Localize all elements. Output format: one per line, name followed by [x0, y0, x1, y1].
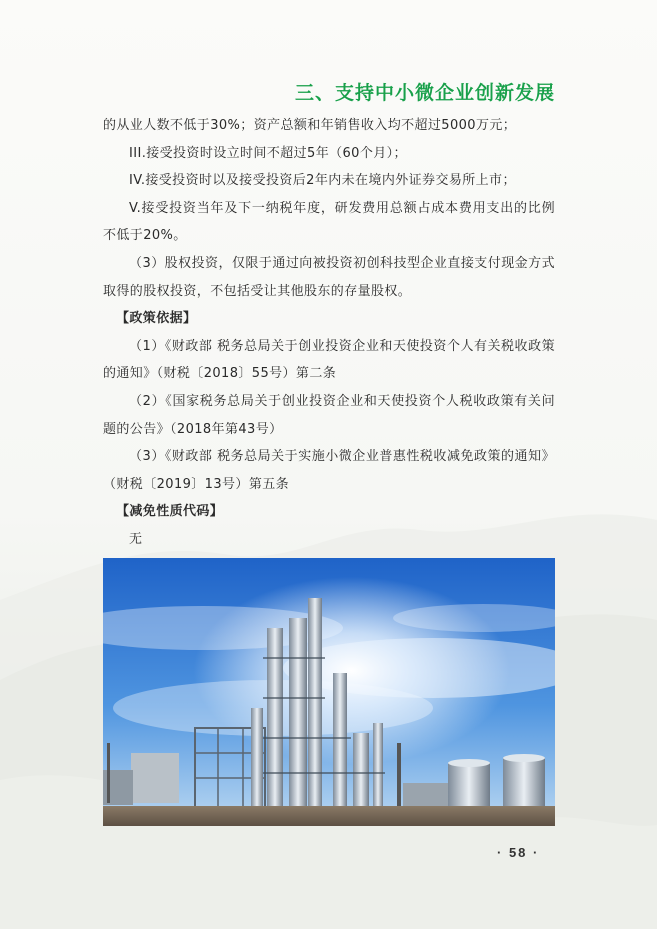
exemption-code-heading: 【减免性质代码】: [116, 504, 224, 520]
criterion-iv: IV.接受投资时以及接受投资后2年内未在境内外证券交易所上市；: [129, 173, 516, 189]
policy-basis-heading: 【政策依据】: [116, 311, 197, 327]
equity-investment-clause: （3）股权投资，仅限于通过向被投资初创科技型企业直接支付现金方式取得的股权投资，不包括受让其他股东的存量股权。: [103, 255, 555, 299]
paragraph-continuation: 的从业人数不低于30%；资产总额和年销售收入均不超过5000万元；: [103, 118, 517, 133]
exemption-code-value: 无: [129, 531, 143, 547]
criterion-iii: III.接受投资时设立时间不超过5年（60个月）；: [129, 145, 407, 161]
policy-reference-1: （1）《财政部 税务总局关于创业投资企业和天使投资个人有关税收政策的通知》（财税〔2018〕55号）第二条: [103, 338, 555, 382]
page-number: · 58 ·: [497, 845, 540, 860]
criterion-v: V.接受投资当年及下一纳税年度，研发费用总额占成本费用支出的比例不低于20%。: [103, 200, 555, 244]
policy-reference-2: （2）《国家税务总局关于创业投资企业和天使投资个人税收政策有关问题的公告》（2018年第43号）: [103, 393, 555, 437]
section-title: 三、支持中小微企业创新发展: [294, 82, 555, 104]
industrial-plant-photo: [103, 558, 555, 826]
body-text: [103, 112, 555, 554]
policy-reference-3: （3）《财政部 税务总局关于实施小微企业普惠性税收减免政策的通知》（财税〔2019〕13号）第五条: [103, 449, 555, 492]
